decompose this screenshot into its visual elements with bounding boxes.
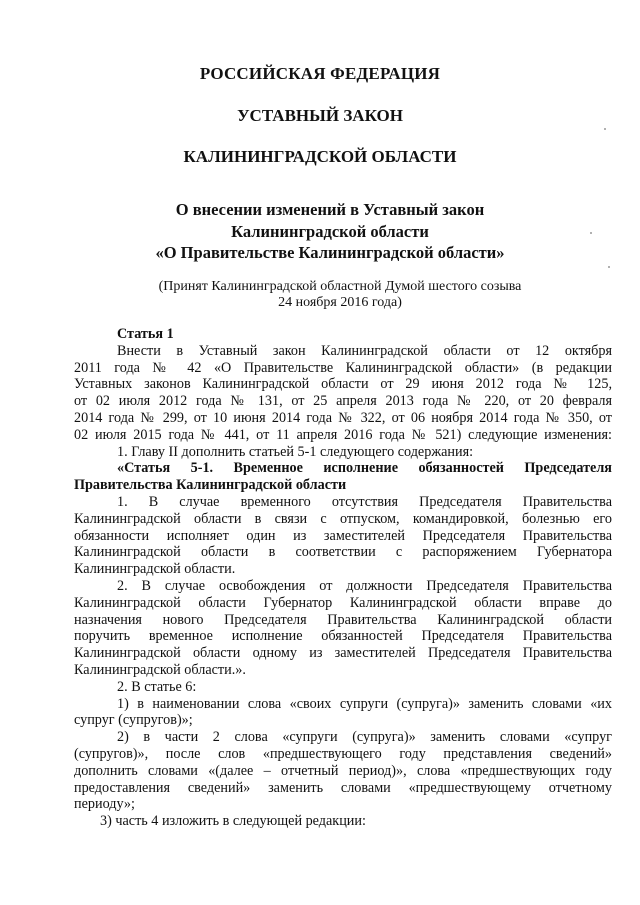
paragraph-line: Калининградской области Губернатор Калининградской области вправе до [74, 594, 612, 611]
scan-speck [604, 128, 606, 130]
article-heading: Статья 1 [117, 326, 174, 342]
paragraph-line: 1. В случае временного отсутствия Председателя Правительства [117, 493, 612, 510]
paragraph-line: Калининградской области.». [74, 661, 246, 678]
scan-speck [590, 232, 592, 234]
paragraph-line: Калининградской области. [74, 561, 236, 578]
article-body [74, 326, 612, 830]
paragraph-line: Калининградской области одному из заместителей Председателя Правительства [74, 645, 612, 662]
paragraph-line: 2. В статье 6: [117, 678, 197, 695]
law-title-line-2: Калининградской области [231, 222, 429, 241]
header-law-type: УСТАВНЫЙ ЗАКОН [237, 106, 403, 125]
header-region: КАЛИНИНГРАДСКОЙ ОБЛАСТИ [183, 147, 457, 166]
paragraph-line: дополнить словами «(далее – отчетный период)», слова «предшествующих году [74, 762, 612, 779]
new-article-heading-line: «Статья 5-1. Временное исполнение обязанностей Председателя [117, 460, 612, 477]
paragraph-line: 2014 года № 299, от 10 июня 2014 года № 322, от 06 ноября 2014 года № 350, от [74, 409, 612, 426]
scan-speck [608, 266, 610, 268]
adoption-note-line-1: (Принят Калининградской областной Думой шестого созыва [158, 279, 522, 294]
paragraph-line: обязанности исполняет один из заместителей Председателя Правительства [74, 527, 612, 544]
paragraph-line: 2) в части 2 слова «супруги (супруга)» заменить словами «супруг [117, 729, 612, 746]
new-article-heading-line: Правительства Калининградской области [74, 477, 347, 494]
paragraph-line: от 02 июля 2012 года № 131, от 25 апреля 2013 года № 220, от 20 февраля [74, 393, 612, 410]
header-country: РОССИЙСКАЯ ФЕДЕРАЦИЯ [199, 64, 441, 83]
paragraph-line: Уставных законов Калининградской области от 29 июня 2012 года № 125, [74, 376, 612, 393]
paragraph-line: Внести в Уставный закон Калининградской области от 12 октября [117, 342, 612, 359]
adoption-note-line-2: 24 ноября 2016 года) [278, 295, 402, 310]
paragraph-line: 1) в наименовании слова «своих супруги (супруга)» заменить словами «их [117, 695, 612, 712]
paragraph-line: 2. В случае освобождения от должности Председателя Правительства [117, 577, 612, 594]
paragraph-line: 02 июля 2015 года № 441, от 11 апреля 2016 года № 521) следующие изменения: [74, 426, 612, 443]
paragraph-line: назначения нового Председателя Правительства Калининградской области [74, 611, 612, 628]
paragraph-line: супруг (супругов)»; [74, 712, 193, 729]
paragraph-line: 3) часть 4 изложить в следующей редакции: [100, 813, 366, 830]
paragraph-line: (супругов)», после слов «предшествующего году представления сведений» [74, 745, 612, 762]
law-title-line-3: «О Правительстве Калининградской области» [155, 243, 505, 262]
paragraph-line: 2011 года № 42 «О Правительстве Калининградской области» (в редакции [74, 359, 612, 376]
paragraph-line: Калининградской области в соответствии с распоряжением Губернатора [74, 544, 612, 561]
paragraph-line: периоду»; [74, 796, 135, 813]
paragraph-line: Калининградской области в связи с отпуском, командировкой, болезнью его [74, 510, 612, 527]
paragraph-line: 1. Главу II дополнить статьей 5-1 следующего содержания: [117, 443, 474, 460]
paragraph-line: предоставления сведений» заменить словами «предшествующему отчетному [74, 779, 612, 796]
paragraph-line: поручить временное исполнение обязанностей Председателя Правительства [74, 628, 612, 645]
law-title-line-1: О внесении изменений в Уставный закон [175, 200, 485, 219]
